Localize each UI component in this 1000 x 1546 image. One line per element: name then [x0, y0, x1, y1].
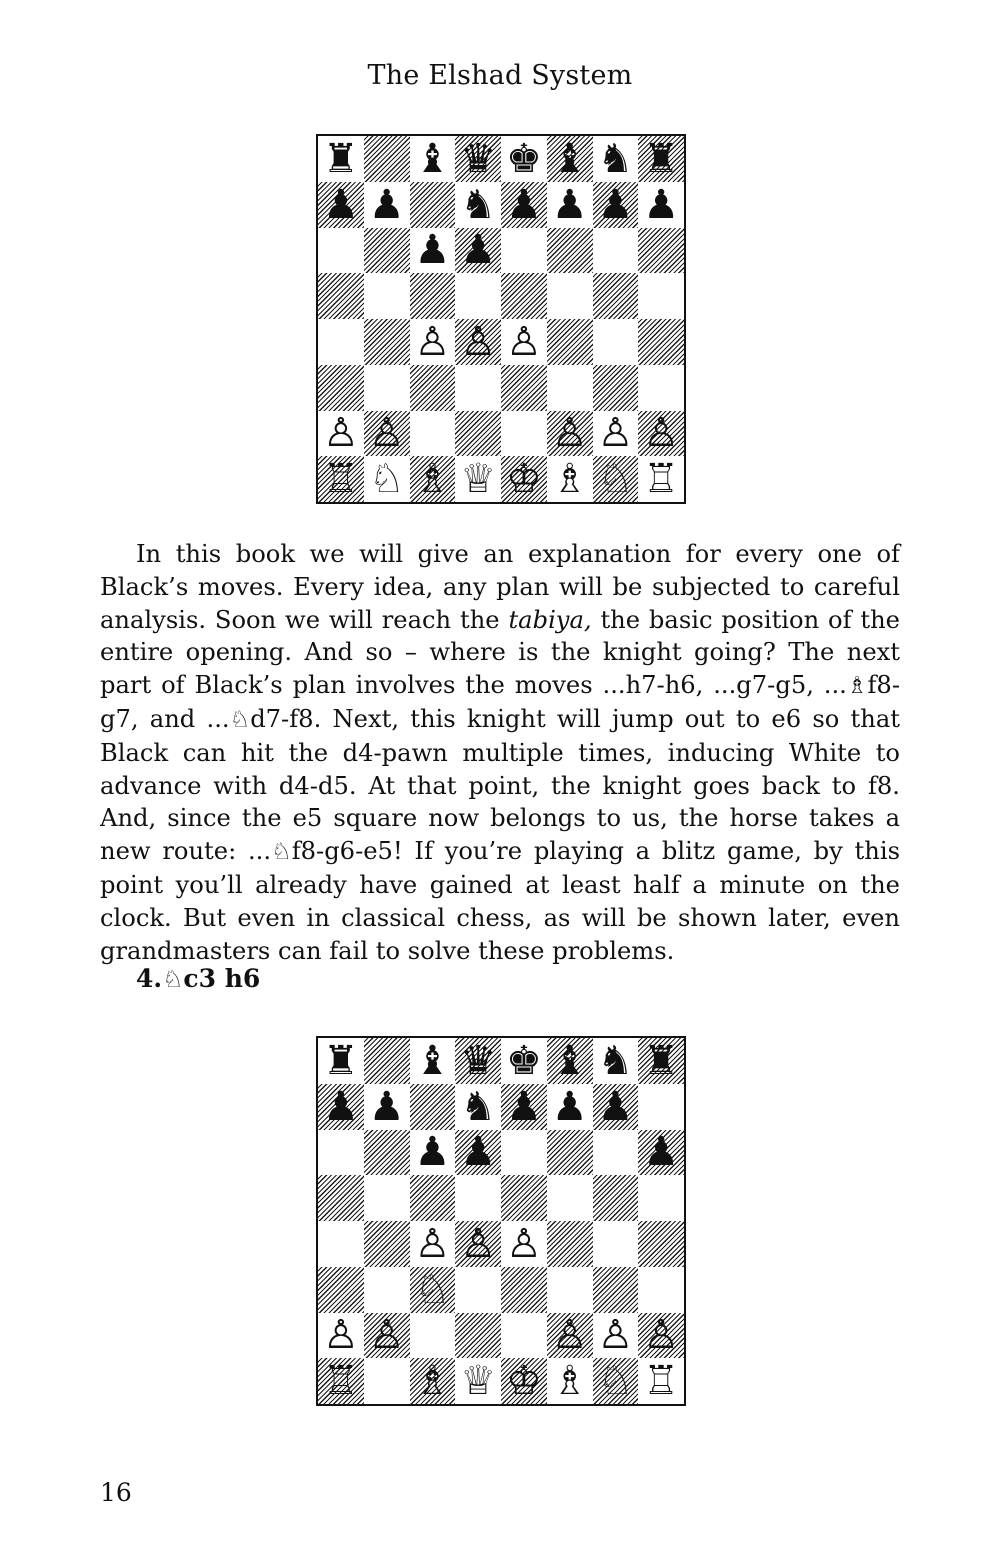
square-c5	[410, 1175, 456, 1221]
square-a6	[318, 1130, 364, 1176]
black-pawn-icon: ♟	[597, 181, 634, 228]
square-c7	[410, 182, 456, 228]
white-pawn-icon: ♙	[643, 410, 680, 457]
square-b1	[364, 1358, 410, 1404]
square-b6	[364, 1130, 410, 1176]
black-queen-icon: ♛	[460, 1037, 497, 1084]
white-pawn-icon: ♙	[643, 1312, 680, 1359]
square-a6	[318, 228, 364, 274]
square-h8	[638, 1038, 684, 1084]
square-h8	[638, 136, 684, 182]
white-pawn-icon: ♙	[597, 410, 634, 457]
square-b2	[364, 1313, 410, 1359]
white-knight-icon: ♘	[414, 1266, 451, 1313]
black-pawn-icon: ♟	[551, 1083, 588, 1130]
black-pawn-icon: ♟	[368, 181, 405, 228]
white-pawn-icon: ♙	[414, 318, 451, 365]
square-g2	[593, 411, 639, 457]
knight-figurine-icon: ♘	[162, 965, 184, 993]
square-f1	[547, 1358, 593, 1404]
square-c6	[410, 1130, 456, 1176]
square-a2	[318, 411, 364, 457]
square-h4	[638, 1221, 684, 1267]
square-h2	[638, 1313, 684, 1359]
square-b7	[364, 182, 410, 228]
square-g5	[593, 273, 639, 319]
square-d1	[455, 456, 501, 502]
square-h5	[638, 273, 684, 319]
square-g7	[593, 1084, 639, 1130]
square-b4	[364, 1221, 410, 1267]
white-king-icon: ♔	[505, 1358, 542, 1405]
square-g8	[593, 1038, 639, 1084]
black-knight-icon: ♞	[597, 1037, 634, 1084]
square-b6	[364, 228, 410, 274]
square-f3	[547, 1267, 593, 1313]
square-c2	[410, 1313, 456, 1359]
square-e5	[501, 1175, 547, 1221]
square-h6	[638, 228, 684, 274]
square-h2	[638, 411, 684, 457]
square-f1	[547, 456, 593, 502]
white-pawn-icon: ♙	[551, 410, 588, 457]
square-e4	[501, 1221, 547, 1267]
square-e2	[501, 411, 547, 457]
square-f5	[547, 273, 593, 319]
black-rook-icon: ♜	[643, 1037, 680, 1084]
paragraph-text	[100, 538, 900, 967]
square-d3	[455, 1267, 501, 1313]
square-b8	[364, 1038, 410, 1084]
black-rook-icon: ♜	[643, 135, 680, 182]
square-e4	[501, 319, 547, 365]
white-pawn-icon: ♙	[551, 1312, 588, 1359]
square-h6	[638, 1130, 684, 1176]
white-rook-icon: ♖	[322, 456, 359, 503]
white-pawn-icon: ♙	[597, 1312, 634, 1359]
square-b3	[364, 1267, 410, 1313]
black-pawn-icon: ♟	[368, 1083, 405, 1130]
square-d6	[455, 1130, 501, 1176]
square-f5	[547, 1175, 593, 1221]
square-f2	[547, 411, 593, 457]
square-h1	[638, 1358, 684, 1404]
square-a8	[318, 1038, 364, 1084]
square-b4	[364, 319, 410, 365]
square-e2	[501, 1313, 547, 1359]
square-d5	[455, 1175, 501, 1221]
square-a1	[318, 1358, 364, 1404]
white-pawn-icon: ♙	[322, 1312, 359, 1359]
square-f3	[547, 365, 593, 411]
black-pawn-icon: ♟	[551, 181, 588, 228]
square-f4	[547, 319, 593, 365]
black-pawn-icon: ♟	[460, 227, 497, 274]
square-g4	[593, 319, 639, 365]
square-g4	[593, 1221, 639, 1267]
text-run: f8-g6-e5! If you’re playing a blitz game, by this point you’ll already have gained at least half a minute on the clock. But even in classical chess, as will be shown later, even grandmasters can fail to solve these problems.	[100, 837, 900, 965]
page-number: 16	[100, 1478, 132, 1507]
chess-diagram-2	[316, 1036, 686, 1406]
move-notation	[136, 964, 260, 993]
square-h4	[638, 319, 684, 365]
square-h5	[638, 1175, 684, 1221]
white-knight-icon: ♘	[368, 456, 405, 503]
move-number: 4.	[136, 964, 163, 993]
white-pawn-icon: ♙	[505, 1220, 542, 1267]
text-run: d7-f8. Next, this knight will jump out to e6 so that Black can hit the d4-pawn multiple times, inducing White to advance with d4-d5. At that point, the knight goes back to f8. And, since the e5 square now belongs to us, the horse takes a new route: ...	[100, 704, 900, 866]
square-f7	[547, 1084, 593, 1130]
white-pawn-icon: ♙	[414, 1220, 451, 1267]
black-king-icon: ♚	[505, 1037, 542, 1084]
square-h3	[638, 365, 684, 411]
square-d5	[455, 273, 501, 319]
text-run: f8-g7, and ...	[100, 671, 900, 733]
square-c1	[410, 456, 456, 502]
square-b7	[364, 1084, 410, 1130]
square-b1	[364, 456, 410, 502]
square-f6	[547, 1130, 593, 1176]
square-a3	[318, 365, 364, 411]
square-d7	[455, 1084, 501, 1130]
square-g8	[593, 136, 639, 182]
text-run: In this book we will give an explanation for every one of Black’s moves. Every idea, any plan will be subjected to careful analysis. Soon we will reach the	[100, 540, 900, 634]
square-d7	[455, 182, 501, 228]
square-a5	[318, 1175, 364, 1221]
square-e3	[501, 1267, 547, 1313]
white-rook-icon: ♖	[643, 1358, 680, 1405]
square-e7	[501, 182, 547, 228]
square-b5	[364, 273, 410, 319]
knight-figurine-icon: ♘	[271, 839, 292, 866]
square-d4	[455, 319, 501, 365]
square-e7	[501, 1084, 547, 1130]
black-pawn-icon: ♟	[643, 1129, 680, 1176]
square-c2	[410, 411, 456, 457]
square-f8	[547, 1038, 593, 1084]
white-pawn-icon: ♙	[460, 1220, 497, 1267]
white-knight-icon: ♘	[597, 456, 634, 503]
bishop-figurine-icon: ♗	[846, 673, 868, 700]
body-paragraph	[100, 538, 900, 967]
white-pawn-icon: ♙	[368, 410, 405, 457]
square-d4	[455, 1221, 501, 1267]
square-d3	[455, 365, 501, 411]
square-d2	[455, 1313, 501, 1359]
square-g6	[593, 1130, 639, 1176]
square-b5	[364, 1175, 410, 1221]
square-e5	[501, 273, 547, 319]
white-knight-icon: ♘	[597, 1358, 634, 1405]
square-g3	[593, 1267, 639, 1313]
square-f4	[547, 1221, 593, 1267]
square-c8	[410, 1038, 456, 1084]
square-h3	[638, 1267, 684, 1313]
square-g3	[593, 365, 639, 411]
square-a7	[318, 1084, 364, 1130]
white-pawn-icon: ♙	[368, 1312, 405, 1359]
white-king-icon: ♔	[505, 456, 542, 503]
black-knight-icon: ♞	[460, 1083, 497, 1130]
white-rook-icon: ♖	[322, 1358, 359, 1405]
black-bishop-icon: ♝	[414, 135, 451, 182]
square-d6	[455, 228, 501, 274]
square-b8	[364, 136, 410, 182]
square-f8	[547, 136, 593, 182]
black-queen-icon: ♛	[460, 135, 497, 182]
square-g1	[593, 456, 639, 502]
white-queen-icon: ♕	[460, 1358, 497, 1405]
square-e1	[501, 456, 547, 502]
black-knight-icon: ♞	[597, 135, 634, 182]
square-e8	[501, 1038, 547, 1084]
black-pawn-icon: ♟	[322, 181, 359, 228]
square-a3	[318, 1267, 364, 1313]
square-a5	[318, 273, 364, 319]
square-a8	[318, 136, 364, 182]
square-e1	[501, 1358, 547, 1404]
white-bishop-icon: ♗	[414, 456, 451, 503]
square-g6	[593, 228, 639, 274]
black-king-icon: ♚	[505, 135, 542, 182]
running-title: The Elshad System	[367, 60, 633, 91]
black-pawn-icon: ♟	[414, 1129, 451, 1176]
square-h7	[638, 182, 684, 228]
square-c8	[410, 136, 456, 182]
square-h7	[638, 1084, 684, 1130]
white-pawn-icon: ♙	[460, 318, 497, 365]
black-bishop-icon: ♝	[414, 1037, 451, 1084]
square-b3	[364, 365, 410, 411]
black-pawn-icon: ♟	[414, 227, 451, 274]
square-e3	[501, 365, 547, 411]
square-f6	[547, 228, 593, 274]
square-f7	[547, 182, 593, 228]
square-b2	[364, 411, 410, 457]
black-pawn-icon: ♟	[505, 1083, 542, 1130]
white-bishop-icon: ♗	[551, 456, 588, 503]
text-run: the basic position of the entire opening. And so – where is the knight going? The next part of Black’s plan involves the moves ...h7-h6, ...g7-g5, ...	[100, 605, 901, 700]
white-bishop-icon: ♗	[414, 1358, 451, 1405]
square-d1	[455, 1358, 501, 1404]
square-e6	[501, 1130, 547, 1176]
square-f2	[547, 1313, 593, 1359]
square-c5	[410, 273, 456, 319]
square-c3	[410, 365, 456, 411]
white-queen-icon: ♕	[460, 456, 497, 503]
square-c3	[410, 1267, 456, 1313]
square-a4	[318, 1221, 364, 1267]
square-d2	[455, 411, 501, 457]
chess-diagram-1	[316, 134, 686, 504]
black-pawn-icon: ♟	[322, 1083, 359, 1130]
square-a1	[318, 456, 364, 502]
square-g1	[593, 1358, 639, 1404]
white-rook-icon: ♖	[643, 456, 680, 503]
square-g2	[593, 1313, 639, 1359]
white-pawn-icon: ♙	[322, 410, 359, 457]
black-rook-icon: ♜	[322, 135, 359, 182]
black-pawn-icon: ♟	[505, 181, 542, 228]
square-c1	[410, 1358, 456, 1404]
square-c7	[410, 1084, 456, 1130]
square-e6	[501, 228, 547, 274]
square-d8	[455, 1038, 501, 1084]
square-d8	[455, 136, 501, 182]
italic-term: tabiya,	[508, 605, 592, 634]
black-bishop-icon: ♝	[551, 135, 588, 182]
square-c6	[410, 228, 456, 274]
square-g7	[593, 182, 639, 228]
white-bishop-icon: ♗	[551, 1358, 588, 1405]
square-g5	[593, 1175, 639, 1221]
square-h1	[638, 456, 684, 502]
black-bishop-icon: ♝	[551, 1037, 588, 1084]
black-pawn-icon: ♟	[460, 1129, 497, 1176]
knight-figurine-icon: ♘	[229, 706, 251, 733]
black-rook-icon: ♜	[322, 1037, 359, 1084]
square-c4	[410, 319, 456, 365]
move-text: c3 h6	[183, 964, 261, 993]
square-a4	[318, 319, 364, 365]
square-a2	[318, 1313, 364, 1359]
black-pawn-icon: ♟	[597, 1083, 634, 1130]
black-pawn-icon: ♟	[643, 181, 680, 228]
square-a7	[318, 182, 364, 228]
black-knight-icon: ♞	[460, 181, 497, 228]
white-pawn-icon: ♙	[505, 318, 542, 365]
square-e8	[501, 136, 547, 182]
square-c4	[410, 1221, 456, 1267]
